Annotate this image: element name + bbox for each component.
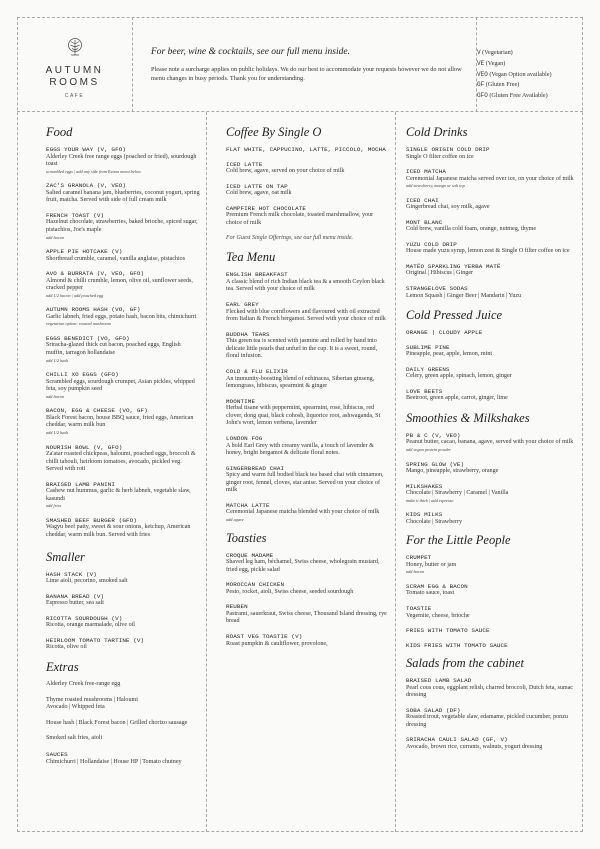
item-desc: An immunity-boosting blend of echinacea, Siberian ginseng, lemongrass, hibiscus, spearmint & ginger	[226, 375, 375, 390]
item-name: SCRAM EGG & BACON	[406, 582, 468, 590]
item-desc: Pastrami, sauerkraut, Swiss cheese, Thousand Island dressing, rye bread	[226, 610, 387, 625]
list-item	[46, 593, 200, 608]
item-desc: Za'atar roasted chickpeas, haloumi, poached eggs, broccoli & chilli tabouli, heirloom tomatoes, avocado, pickled veg. Served with roti	[46, 451, 196, 473]
item-desc: A bold Earl Grey with creamy vanilla, a touch of lavender & honey, bright bergamot & delicate floral notes.	[226, 442, 374, 457]
item-name: CHILLI XO EGGS (GFO)	[46, 371, 119, 379]
item-name: BRAISED LAMB PANINI	[46, 480, 116, 488]
item-name: AVO & BURRATA (V, VEO, GFO)	[46, 270, 145, 278]
list-item	[406, 511, 577, 526]
item-desc: Scrambled eggs, sourdough crumpet, Asian pickles, whipped feta, soy pumpkin seed	[46, 378, 195, 393]
legend-code: VE	[477, 59, 485, 67]
item-name: FLAT WHITE, CAPPUCINO, LATTE, PICCOLO, MOCHA	[226, 146, 386, 153]
list-item	[406, 366, 577, 381]
section-salads	[406, 656, 577, 751]
item-name: SMASHED BEEF BURGER (GFO)	[46, 516, 137, 524]
list-item	[226, 603, 389, 626]
little-list	[406, 554, 577, 649]
item-name: KIDS FRIES WITH TOMATO SAUCE	[406, 641, 508, 649]
item-name: FRIES WITH TOMATO SAUCE	[406, 627, 490, 635]
item-addon: add bacon	[46, 234, 65, 240]
list-item	[226, 502, 389, 524]
item-desc: Pesto, rocket, aioli, Swiss cheese, seeded sourdough	[226, 588, 354, 595]
item-desc: House made yuzu syrup, lemon zest & Single O filter coffee on ice	[406, 248, 570, 255]
item-desc: Shaved leg ham, béchamel, Swiss cheese, wholegrain mustard, fried egg, pickle salad	[226, 559, 380, 573]
item-desc: Roasted trout, vegetable slaw, edamame, pickled cucumber, ponzu dressing	[406, 714, 568, 728]
item-desc: Hazelnut chocolate, strawberries, baked brioche, spiced sugar, pistachios, Joe's maple	[46, 219, 198, 233]
legend-label: (Gluten Free)	[485, 81, 520, 89]
item-desc: Ricotta, orange marmalade, olive oil	[46, 622, 136, 629]
list-item	[46, 615, 200, 630]
legend-row	[477, 91, 583, 102]
section-tea	[226, 250, 389, 523]
item-desc: Wagyu beef patty, sweet & sour onions, ketchup, American cheddar, warm milk bun. Served with fries	[46, 524, 191, 539]
list-item	[406, 677, 577, 700]
item-name: SAUCES	[46, 751, 68, 758]
item-desc: Peanut butter, cacao, banana, agave, served with your choice of milk	[406, 439, 574, 446]
item-desc: Ceremonial Japanese matcha served over ice, on your choice of milk	[406, 175, 574, 182]
item-desc: Lime aioli, pecorino, smoked salt	[46, 578, 128, 585]
item-name: EGGS YOUR WAY (V, GFO)	[46, 146, 126, 153]
legend-label: (Vegan Option available)	[489, 70, 552, 78]
section-title: Smoothies & Milkshakes	[406, 410, 530, 425]
column-left	[17, 112, 207, 832]
item-name: ORANGE | CLOUDY APPLE	[406, 329, 483, 337]
item-addon: add bacon	[46, 393, 65, 399]
juice-list	[406, 329, 577, 403]
section-smoothies	[406, 411, 577, 526]
section-juice	[406, 308, 577, 403]
item-addon: add 1/2 hash	[46, 357, 69, 363]
list-item	[406, 554, 577, 576]
list-item	[46, 517, 200, 540]
list-item	[46, 751, 200, 766]
list-item	[406, 168, 577, 190]
toasties-list	[226, 552, 389, 649]
list-item	[406, 627, 577, 635]
legend-row	[477, 70, 583, 81]
list-item	[46, 407, 200, 436]
list-item	[406, 329, 577, 337]
item-desc: Black Forest bacon, house BBQ sauce, fried eggs, American cheddar, warm milk bun	[46, 414, 194, 429]
item-desc: Chimichurri | Hollandaise | House HP | Tomato chutney	[46, 758, 182, 765]
list-item	[406, 285, 577, 300]
smoothies-list	[406, 432, 577, 526]
list-item	[226, 552, 389, 575]
section-title: Smaller	[46, 549, 85, 564]
item-name: STRANGELOVE SODAS	[406, 285, 468, 293]
item-desc: Chocolate | Strawberry | Caramel | Vanilla	[406, 490, 509, 497]
section-little-people	[406, 533, 577, 649]
section-smaller	[46, 550, 200, 652]
item-desc: Cashew nut hummus, garlic & herb labneh, vegetable slaw, kasundi	[46, 488, 191, 502]
item-addon: scrambled eggs | add any side from Extras menu below	[46, 168, 141, 174]
item-desc: Beetroot, green apple, carrot, ginger, lime	[406, 395, 508, 402]
section-cold-drinks	[406, 125, 577, 300]
section-title: Salads from the cabinet	[406, 656, 524, 671]
item-addon: add strawberry, mango or salt top	[406, 183, 465, 189]
item-desc: Premium French milk chocolate, toasted marshmallow, your choice of milk	[226, 212, 374, 226]
legend-code: VEO	[477, 70, 488, 78]
list-item	[406, 344, 577, 359]
item-name: ZAC'S GRANOLA (V, VEO)	[46, 182, 126, 190]
item-name: MOONTIME	[226, 397, 256, 405]
tea-list	[226, 271, 389, 523]
list-item	[226, 205, 389, 228]
item-name: APPLE PIE HOTCAKE (V)	[46, 248, 123, 256]
smaller-list	[46, 571, 200, 652]
item-addon: vegetarian option: roasted mushroom	[46, 321, 111, 327]
list-item	[226, 633, 389, 648]
item-name: EARL GREY	[226, 301, 259, 309]
section-coffee	[226, 125, 389, 242]
item-name: CRUMPET	[406, 554, 432, 562]
extras-line: House hash | Black Forest bacon | Grilled chorizo sausage	[46, 719, 188, 726]
section-title: Toasties	[226, 530, 267, 545]
section-title: Coffee By Single O	[226, 125, 322, 139]
item-name: MATÉO SPARKLING YERBA MATÉ	[406, 262, 501, 270]
intro-block	[133, 17, 477, 112]
item-desc: Herbal tisane with peppermint, spearmint, rose, hibiscus, red clover, dong quai, black cohosh, liquorice root, ashwaganda, St John's wort, lemon verbena, lavender	[226, 405, 381, 427]
column-right	[396, 112, 583, 832]
legend-row	[477, 48, 583, 59]
legend-label: (Vegetarian)	[482, 49, 513, 56]
item-name: MOROCCAN CHICKEN	[226, 581, 285, 589]
item-desc: Salted caramel banana jam, blueberries, coconut yogurt, spring fruit, matcha. Served with side of full cream milk	[46, 189, 200, 204]
item-desc: Shortbread crumble, caramel, vanilla anglaise, pistachios	[46, 255, 186, 262]
list-item	[46, 371, 200, 400]
item-name: AUTUMN ROOMS HASH (VO, GF)	[46, 306, 141, 314]
item-desc: Tomato sauce, toast	[406, 590, 455, 597]
section-food	[46, 125, 200, 540]
item-desc: Original | Hibiscus | Ginger	[406, 270, 474, 277]
list-item	[46, 637, 200, 652]
list-item	[46, 270, 200, 299]
salads-list	[406, 677, 577, 751]
item-desc: Garlic labneh, fried eggs, potato hash, bacon bits, chimichurri	[46, 313, 197, 320]
item-name: MONT BLANC	[406, 218, 443, 226]
legend-row	[477, 80, 583, 91]
list-item	[406, 219, 577, 234]
list-item	[226, 301, 389, 324]
list-item	[226, 271, 389, 294]
list-item	[406, 483, 577, 505]
list-item	[46, 444, 200, 474]
extras-line: Smoked salt fries, aioli	[46, 735, 103, 742]
item-desc: Almond & chilli crumble, lemon, olive oil, sunflower seeds, cracked pepper	[46, 277, 193, 292]
list-item	[226, 183, 389, 198]
list-item	[406, 388, 577, 403]
item-desc: Flecked with blue cornflowers and flavoured with oil extracted from Italian & French bergamot. Served with your choice of milk	[226, 308, 386, 323]
item-addon: add vegan protein powder	[406, 447, 452, 453]
brand-name: AUTUMN ROOMS	[45, 65, 104, 88]
list-item	[406, 461, 577, 476]
item-addon: add bacon	[406, 569, 425, 575]
item-desc: Pineapple, pear, apple, lemon, mint	[406, 351, 493, 358]
list-item	[226, 161, 389, 176]
item-name: SUBLIME PINE	[406, 343, 450, 351]
cold-drinks-list	[406, 146, 577, 300]
item-name: ICED LATTE	[226, 160, 263, 168]
list-item	[406, 583, 577, 598]
extras-line: Thyme roasted mushrooms | Haloumi Avocado | Whipped feta	[46, 696, 138, 711]
item-desc: Chocolate | Strawberry	[406, 518, 463, 525]
legend-code: GFO	[477, 92, 488, 100]
item-name: RICOTTA SOURDOUGH (V)	[46, 614, 123, 622]
section-title: Extras	[46, 660, 79, 675]
menu-header	[17, 17, 583, 112]
list-item	[406, 263, 577, 278]
list-item	[46, 481, 200, 510]
item-name: SPRING GLOW (VE)	[406, 460, 465, 468]
list-item	[46, 182, 200, 205]
item-name: MATCHA LATTE	[226, 501, 270, 509]
brand-logo	[17, 17, 133, 112]
item-addon: add agave	[226, 517, 244, 523]
item-desc: Espresso butter, sea salt	[46, 600, 104, 607]
item-addon: add 1/2 bacon | add poached egg	[46, 292, 104, 298]
item-desc: Vegemite, cheese, brioche	[406, 612, 470, 619]
item-name: LOVE BEETS	[406, 387, 443, 395]
item-desc: A classic blend of rich Indian black tea & a smooth Ceylon black tea. Served with your choice of milk	[226, 278, 385, 293]
list-item	[226, 581, 389, 596]
list-item	[406, 197, 577, 212]
item-desc: Cold brew, agave, served on your choice of milk	[226, 168, 345, 174]
list-item	[226, 398, 389, 428]
list-item	[406, 707, 577, 730]
section-title: Tea Menu	[226, 250, 276, 265]
item-name: EGGS BENEDICT (VO, GFO)	[46, 334, 130, 342]
item-name: GINGERBREAD CHAI	[226, 464, 285, 472]
item-name: CAMPFIRE HOT CHOCOLATE	[226, 204, 306, 212]
item-name: TOASTIE	[406, 605, 432, 612]
list-item	[46, 146, 200, 175]
item-desc: Sriracha-glazed thick cut bacon, poached eggs, English muffin, tarragon hollandaise	[46, 342, 181, 357]
item-desc: Alderley Creek free range eggs (poached or fried), sourdough toast	[46, 153, 197, 168]
list-item	[226, 465, 389, 495]
item-name: CROQUE MADAME	[226, 551, 274, 559]
item-name: LONDON FOG	[226, 435, 263, 442]
section-title: Cold Drinks	[406, 125, 468, 139]
brand-sub: CAFE	[64, 93, 85, 99]
item-name: YUZU COLD DRIP	[406, 240, 457, 248]
list-item	[406, 642, 577, 650]
list-item	[406, 241, 577, 256]
item-name: NOURISH BOWL (V, GFO)	[46, 443, 123, 451]
legend-code: V	[477, 49, 481, 56]
dietary-legend	[477, 17, 583, 112]
food-list	[46, 146, 200, 540]
item-name: DAILY GREENS	[406, 365, 450, 373]
section-toasties	[226, 531, 389, 649]
item-name: REUBEN	[226, 603, 248, 611]
coffee-note: For Guest Single Offerings, see our full menu inside.	[226, 235, 353, 242]
item-desc: Mango, pineapple, strawberry, orange	[406, 468, 499, 475]
item-name: BUDDHA TEARS	[226, 330, 270, 338]
item-addon: add fries	[46, 503, 62, 509]
legend-label: (Gluten Free Available)	[489, 92, 548, 100]
legend-row	[477, 59, 583, 70]
list-item	[406, 605, 577, 620]
item-desc: Lemon Squash | Ginger Beer | Mandarin | Yuzu	[406, 292, 522, 299]
item-addon: make it thick | add espresso	[406, 497, 454, 503]
list-item	[406, 432, 577, 454]
item-name: MILKSHAKES	[406, 482, 443, 490]
item-name: SRIRACHA CAULI SALAD (GF, V)	[406, 736, 508, 744]
list-item	[226, 368, 389, 391]
list-item	[46, 571, 200, 586]
list-item	[226, 331, 389, 361]
item-name: FRENCH TOAST (V)	[46, 211, 105, 219]
item-desc: Celery, green apple, spinach, lemon, ginger	[406, 373, 512, 380]
list-item	[226, 146, 389, 154]
intro-headline: For beer, wine & cocktails, see our full menu inside.	[151, 47, 350, 57]
item-desc: Ceremonial Japanese matcha blended with your choice of milk	[226, 509, 380, 516]
item-desc: Honey, butter or jam	[406, 561, 457, 568]
section-title: Food	[46, 125, 73, 139]
tree-icon	[65, 37, 85, 57]
item-desc: Roast pumpkin & cauliflower, provolone,	[226, 640, 328, 647]
section-title: For the Little People	[406, 533, 511, 548]
item-name: HASH STACK (V)	[46, 570, 97, 578]
item-name: HEIRLOOM TOMATO TARTINE (V)	[46, 636, 145, 644]
list-item	[46, 212, 200, 241]
list-item	[406, 736, 577, 751]
item-name: BRAISED LAMB SALAD	[406, 677, 472, 685]
item-name: ICED MATCHA	[406, 168, 446, 176]
extras-list	[46, 681, 200, 743]
item-desc: This green tea is scented with jasmine and rolled by hand into delicate little pearls that unfurl in the cup. It is a sweet, round, floral infusion.	[226, 338, 378, 360]
item-name: SOBA SALAD (DF)	[406, 706, 461, 714]
item-addon: add 1/2 hash	[46, 430, 69, 435]
list-item	[46, 306, 200, 328]
section-title: Cold Pressed Juice	[406, 308, 503, 323]
item-name: BACON, EGG & CHEESE (VO, GF)	[46, 407, 148, 415]
list-item	[406, 146, 577, 161]
item-name: COLD & FLU ELIXIR	[226, 368, 288, 376]
item-name: ICED CHAI	[406, 196, 439, 204]
item-name: ICED LATTE ON TAP	[226, 182, 288, 190]
item-desc: Single O filter coffee on ice	[406, 153, 474, 160]
column-middle	[207, 112, 396, 832]
item-desc: Gingerbread chai, soy milk, agave	[406, 204, 490, 211]
item-name: PB & C (V, VEO)	[406, 431, 461, 439]
item-name: ENGLISH BREAKFAST	[226, 271, 288, 279]
list-item	[46, 335, 200, 364]
item-desc: Cold brew, agave, oat milk	[226, 190, 292, 197]
list-item	[226, 435, 389, 458]
item-desc: Cold brew, vanilla cold foam, orange, nutmeg, thyme	[406, 226, 537, 233]
item-desc: Spicy and warm full bodied black tea based chai with cinnamon, ginger root, fennel, cloves, star anise. Served on your choice of milk	[226, 472, 384, 494]
item-name: KIDS MILKS	[406, 511, 443, 519]
legend-label: (Vegan)	[485, 59, 506, 67]
item-desc: Ricotta, olive oil	[46, 644, 87, 651]
item-name: ROAST VEG TOASTIE (V)	[226, 633, 303, 641]
item-name: SINGLE ORIGIN COLD DRIP	[406, 146, 490, 153]
extras-line: Alderley Creek free-range egg	[46, 681, 121, 688]
item-desc: Avocado, brown rice, currants, walnuts, yogurt dressing	[406, 743, 543, 750]
item-desc: Pearl cous cous, eggplant relish, charred broccoli, Dutch feta, sumac dressing	[406, 684, 574, 699]
item-name: BANANA BREAD (V)	[46, 592, 105, 600]
section-extras	[46, 660, 200, 766]
coffee-list	[226, 146, 389, 227]
legend-code: GF	[477, 81, 485, 89]
intro-note: Please note a surcharge applies on public holidays. We do our best to accommodate your requests however we do not allow menu changes in busy periods. Thank you for understanding.	[151, 66, 462, 82]
list-item	[46, 248, 200, 263]
